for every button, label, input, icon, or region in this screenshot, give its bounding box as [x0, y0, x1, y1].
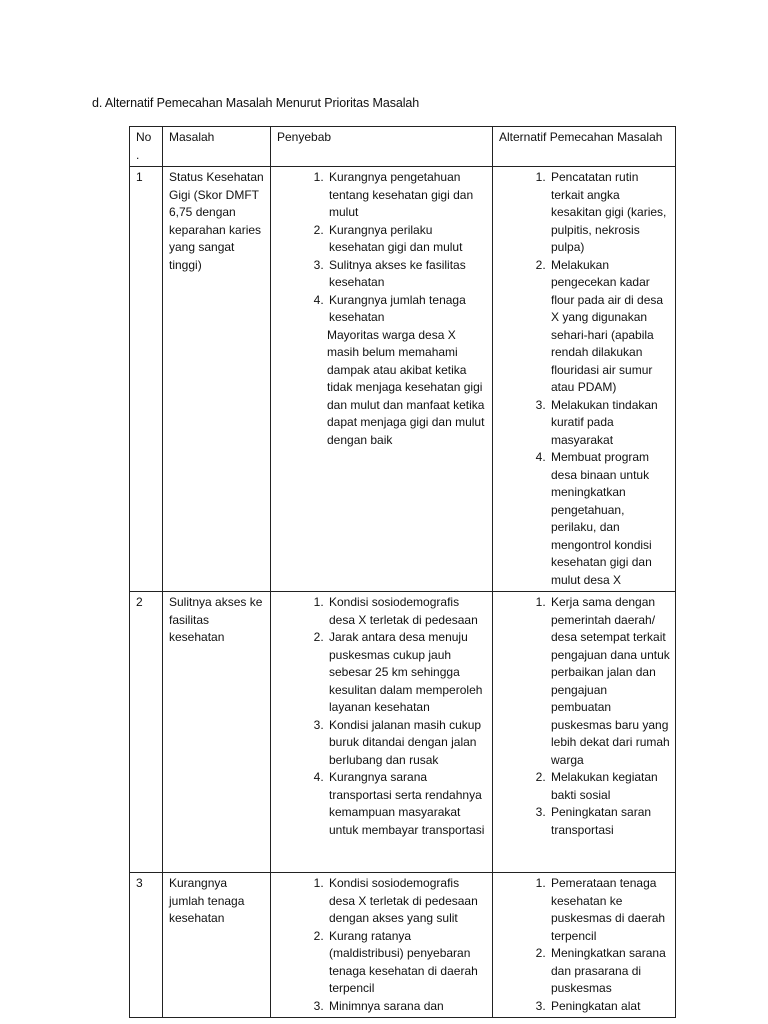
cell-no: 3 [130, 873, 163, 1018]
section-heading: d. Alternatif Pemecahan Masalah Menurut Prioritas Masalah [92, 96, 420, 110]
list-item: 3. Kondisi jalanan masih cukup buruk ditandai dengan jalan berlubang dan rusak [327, 717, 487, 770]
table-row [130, 873, 676, 1018]
alternatif-list [499, 875, 670, 1015]
list-item: 2. Melakukan kegiatan bakti sosial [549, 769, 670, 804]
header-alternatif: Alternatif Pemecahan Masalah [493, 127, 676, 167]
header-masalah: Masalah [163, 127, 271, 167]
table-header-row [130, 127, 676, 167]
cell-alternatif [493, 167, 676, 592]
list-item: 4. Kurangnya sarana transportasi serta rendahnya kemampuan masyarakat untuk membayar transportasi [327, 769, 487, 839]
list-item: 2. Kurangnya perilaku kesehatan gigi dan mulut [327, 222, 487, 257]
penyebab-list [277, 169, 487, 327]
table-row [130, 592, 676, 873]
penyebab-list [277, 594, 487, 839]
alternatif-list [499, 169, 670, 589]
cell-penyebab [271, 592, 493, 873]
cell-penyebab [271, 167, 493, 592]
penyebab-note: Mayoritas warga desa X masih belum memahami dampak atau akibat ketika tidak menjaga kesehatan gigi dan mulut dan manfaat ketika dapat menjaga gigi dan mulut dengan baik [327, 327, 485, 447]
penyebab-list [277, 875, 487, 1015]
header-no: No . [130, 127, 163, 167]
list-item: 1. Pencatatan rutin terkait angka kesakitan gigi (karies, pulpitis, nekrosis pulpa) [549, 169, 670, 257]
cell-alternatif [493, 592, 676, 873]
list-item: 2. Jarak antara desa menuju puskesmas cukup jauh sebesar 25 km sehingga kesulitan dalam memperoleh layanan kesehatan [327, 629, 487, 717]
cell-masalah: Sulitnya akses ke fasilitas kesehatan [163, 592, 271, 873]
alternatif-list [499, 594, 670, 839]
list-item: 1. Kerja sama dengan pemerintah daerah/ desa setempat terkait pengajuan dana untuk perbaikan jalan dan pengajuan pembuatan puskesmas baru yang lebih dekat dari rumah warga [549, 594, 670, 769]
list-item: 1. Kondisi sosiodemografis desa X terletak di pedesaan dengan akses yang sulit [327, 875, 487, 928]
list-item: 2. Meningkatkan sarana dan prasarana di puskesmas [549, 945, 670, 998]
list-item: 2. Melakukan pengecekan kadar flour pada air di desa X yang digunakan sehari-hari (apabila rendah dilakukan flouridasi air sumur atau PDAM) [549, 257, 670, 397]
list-item: 1. Kurangnya pengetahuan tentang kesehatan gigi dan mulut [327, 169, 487, 222]
cell-penyebab [271, 873, 493, 1018]
list-item: 1. Kondisi sosiodemografis desa X terletak di pedesaan [327, 594, 487, 629]
cell-alternatif [493, 873, 676, 1018]
cell-no: 2 [130, 592, 163, 873]
list-item: 3. Minimnya sarana dan [327, 998, 487, 1016]
problem-solving-table [129, 126, 676, 1018]
list-item: 3. Sulitnya akses ke fasilitas kesehatan [327, 257, 487, 292]
list-item: 4. Kurangnya jumlah tenaga kesehatan [327, 292, 487, 327]
cell-masalah: Status Kesehatan Gigi (Skor DMFT 6,75 dengan keparahan karies yang sangat tinggi) [163, 167, 271, 592]
cell-masalah: Kurangnya jumlah tenaga kesehatan [163, 873, 271, 1018]
table-row [130, 167, 676, 592]
list-item: 4. Membuat program desa binaan untuk meningkatkan pengetahuan, perilaku, dan mengontrol kondisi kesehatan gigi dan mulut desa X [549, 449, 670, 589]
list-item: 2. Kurang ratanya (maldistribusi) penyebaran tenaga kesehatan di daerah terpencil [327, 928, 487, 998]
cell-no: 1 [130, 167, 163, 592]
list-item: 3. Peningkatan saran transportasi [549, 804, 670, 839]
list-item: 1. Pemerataan tenaga kesehatan ke puskesmas di daerah terpencil [549, 875, 670, 945]
list-item: 3. Melakukan tindakan kuratif pada masyarakat [549, 397, 670, 450]
header-penyebab: Penyebab [271, 127, 493, 167]
list-item: 3. Peningkatan alat [549, 998, 670, 1016]
